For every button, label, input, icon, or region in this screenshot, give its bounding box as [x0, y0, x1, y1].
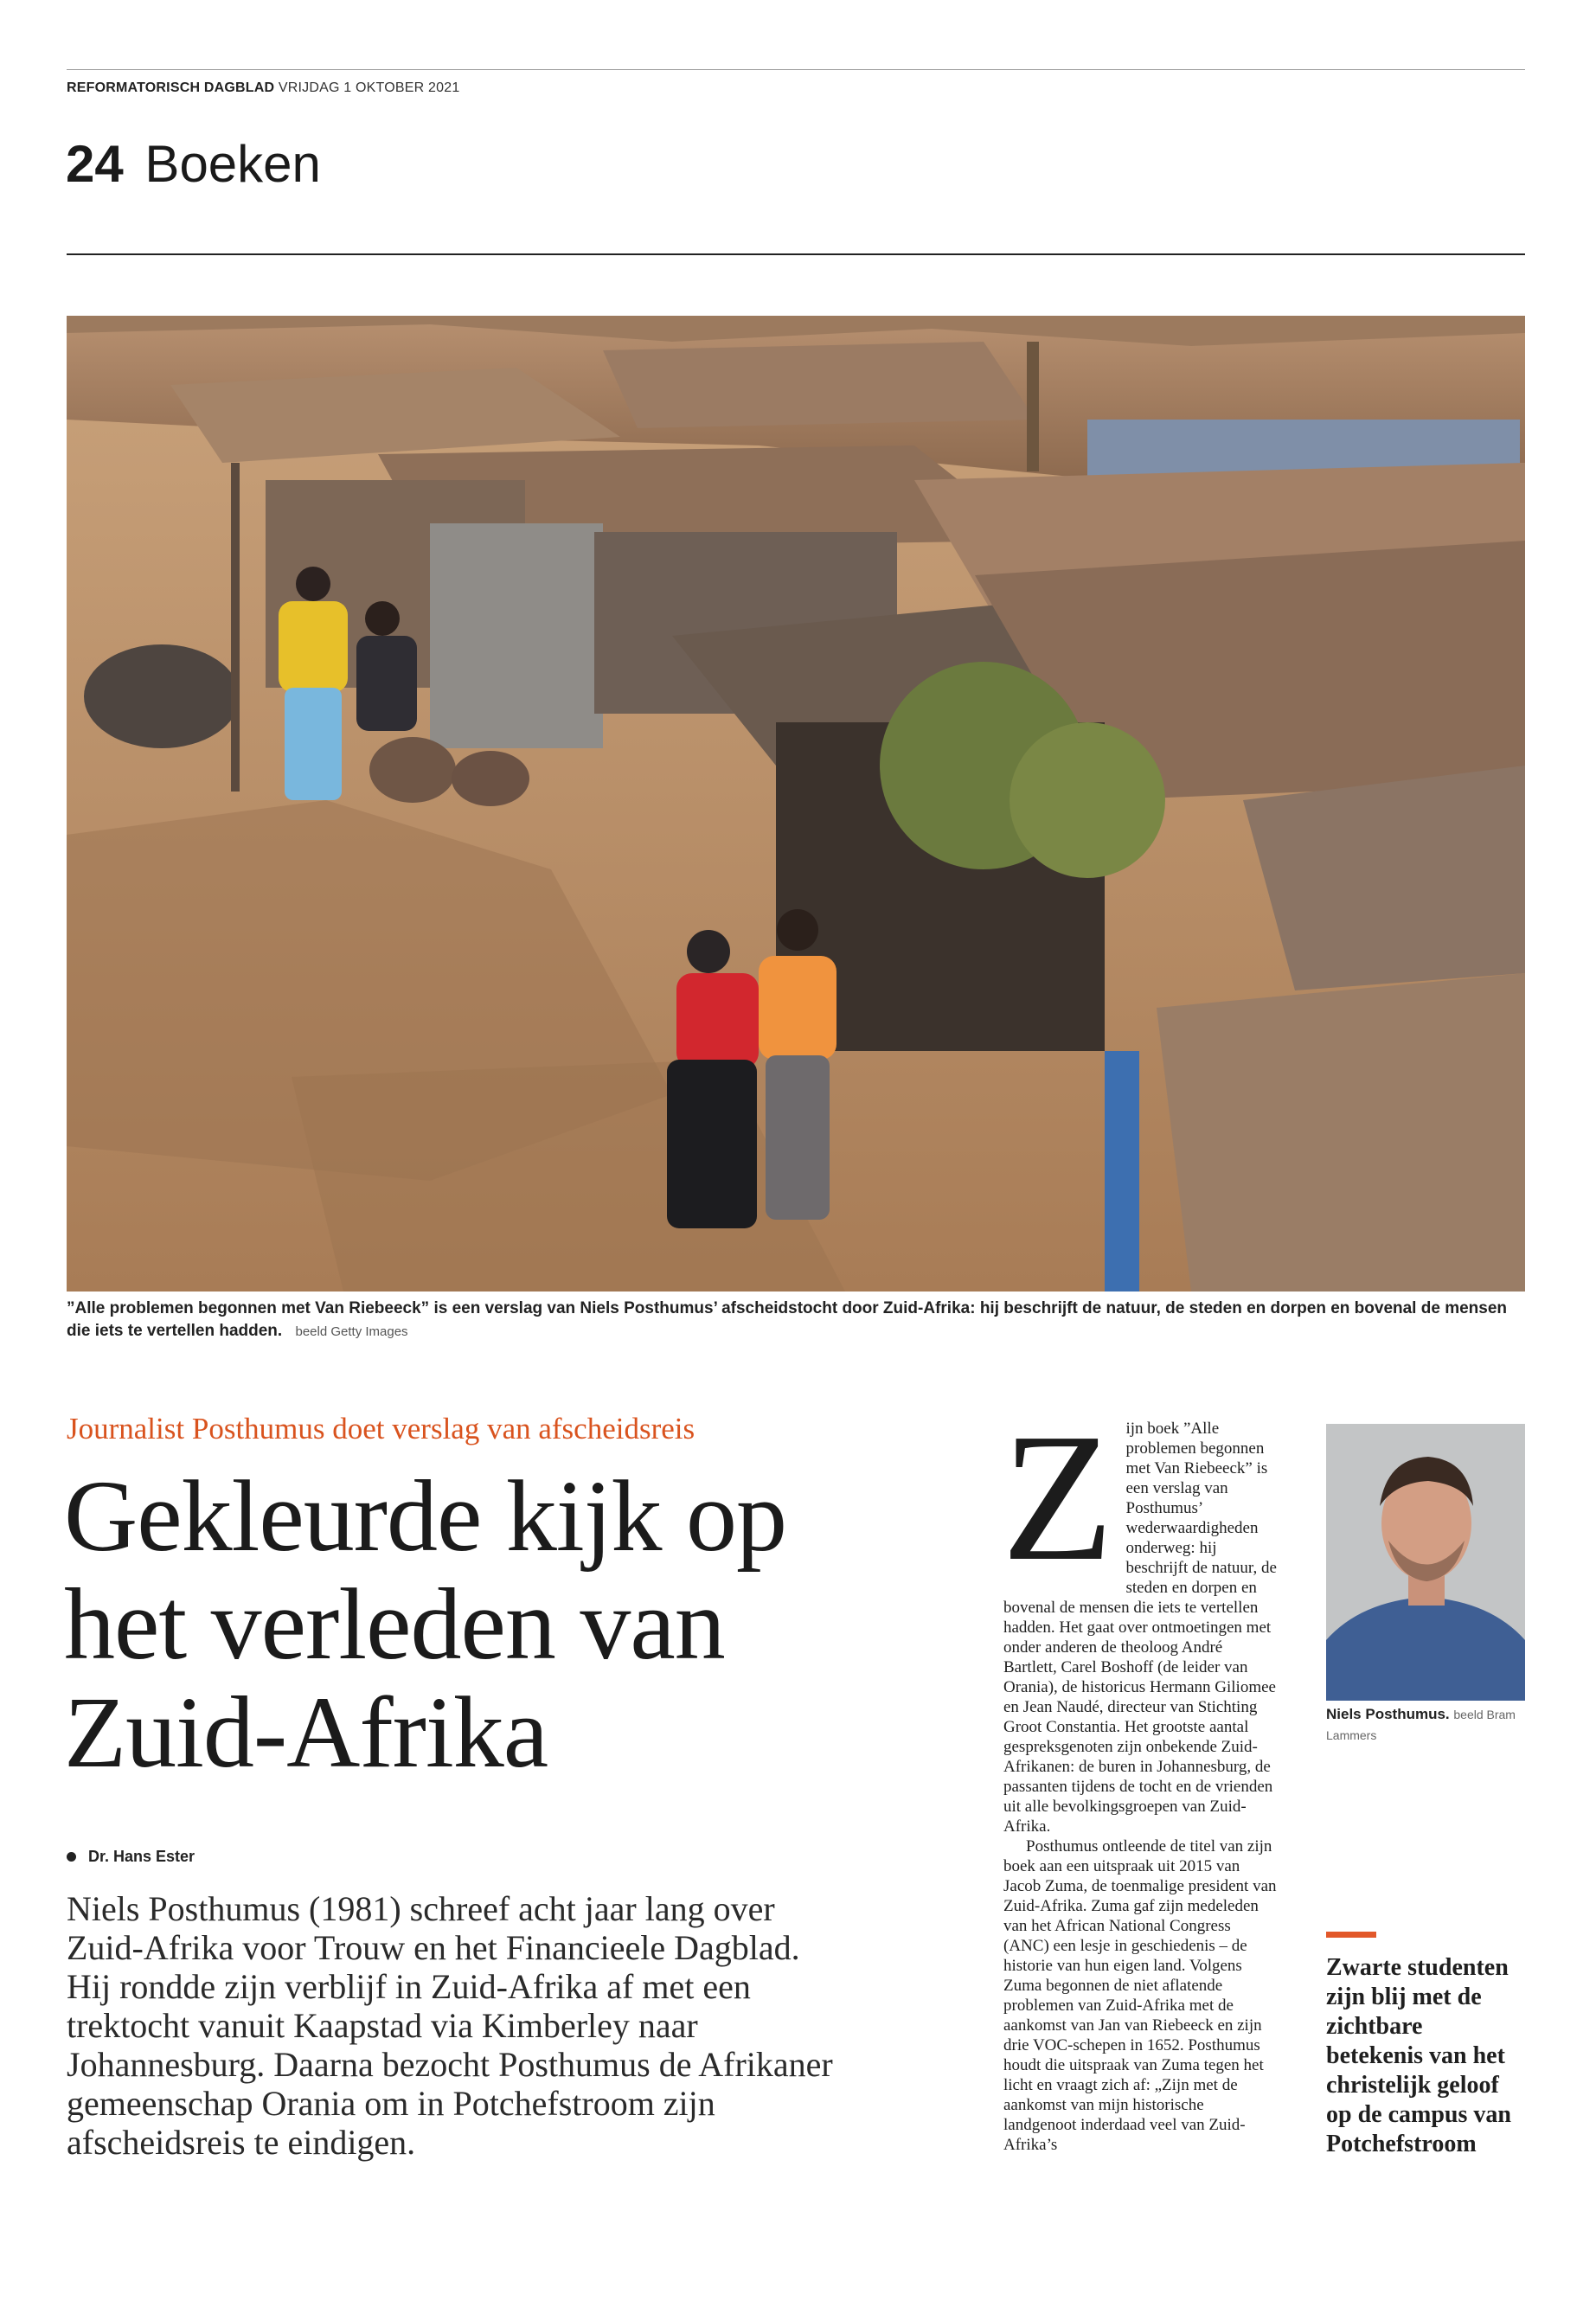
portrait-caption — [1326, 1704, 1534, 1746]
byline — [67, 1848, 195, 1866]
section-rule — [67, 253, 1525, 255]
masthead-rule — [67, 69, 1525, 70]
drop-cap: Z — [1002, 1395, 1114, 1599]
masthead — [67, 80, 459, 96]
author-name: Dr. Hans Ester — [88, 1848, 195, 1865]
township-illustration — [67, 316, 1525, 1292]
author-portrait — [1326, 1424, 1525, 1701]
newspaper-name: REFORMATORISCH DAGBLAD — [67, 80, 275, 95]
portrait-credit: beeld Bram Lammers — [1326, 1708, 1516, 1742]
pullquote: Zwarte studenten zijn blij met de zichtbare betekenis van het christelijk geloof op de campus van Potchefstroom — [1326, 1954, 1511, 2157]
page-number: 24 — [66, 135, 124, 193]
page-header — [66, 135, 321, 193]
article-headline: Gekleurde kijk op het verleden van Zuid-Afrika — [64, 1459, 786, 1789]
body-paragraph: ijn boek ”Alle problemen begonnen met Van Riebeeck” is een verslag van Posthumus’ wederwaardigheden onderweg: hij beschrijft de natuur, de steden en dorpen en bovenal de mensen die iets te vertellen hadden. Het gaat over ontmoetingen met onder anderen de theoloog André Bartlett, Carel Boshoff (de leider van Orania), de historicus Hermann Giliomee en Jean Naudé, directeur van Stichting Groot Constantia. Het grootste aantal gespreksgenoten zijn onbekende Zuid-Afrikanen: de buren in Johannesburg, de passanten tijdens de tocht en de vrienden uit alle bevolkingsgroepen van Zuid-Afrika. — [1003, 1420, 1277, 1836]
pullquote-accent-bar — [1326, 1932, 1376, 1938]
section-title: Boeken — [144, 135, 321, 193]
byline-bullet-icon — [67, 1852, 76, 1862]
township-photo — [67, 316, 1525, 1292]
body-paragraph: Posthumus ontleende de titel van zijn boek aan een uitspraak uit 2015 van Jacob Zuma, de toenmalige president van Zuid-Afrika. Zuma gaf zijn medeleden van het African National Congress (ANC) een lesje in geschiedenis – de historie van hun eigen land. Volgens Zuma begonnen de niet aflatende problemen van Zuid-Afrika met de aankomst van Jan van Riebeeck en zijn drie VOC-schepen in 1652. Posthumus houdt die uitspraak van Zuma tegen het licht en vraagt zich af: „Zijn met de aankomst van mijn historische landgenoot inderdaad veel van Zuid-Afrika’s — [1003, 1837, 1277, 2154]
portrait-name: Niels Posthumus. — [1326, 1706, 1450, 1722]
issue-date: VRIJDAG 1 OKTOBER 2021 — [278, 80, 460, 95]
photo-credit: beeld Getty Images — [295, 1324, 408, 1339]
photo-caption — [67, 1298, 1525, 1343]
body-column — [1002, 1395, 1277, 2155]
article-lead — [67, 1889, 845, 2162]
caption-text: ”Alle problemen begonnen met Van Riebeeck” is een verslag van Niels Posthumus’ afscheidstocht door Zuid-Afrika: hij beschrijft de natuur, de steden en dorpen en bovenal de mensen die iets te vertellen hadden. — [67, 1299, 1507, 1340]
portrait-illustration — [1326, 1424, 1525, 1701]
lead-paragraph: Niels Posthumus (1981) schreef acht jaar lang over Zuid-Afrika voor Trouw en het Financieele Dagblad. Hij rondde zijn verblijf in Zuid-Afrika af met een trektocht vanuit Kaapstad via Kimberley naar Johannesburg. Daarna bezocht Posthumus de Afrikaner gemeenschap Orania om in Potchefstroom zijn afscheidsreis te eindigen. — [67, 1889, 833, 2162]
article-kicker: Journalist Posthumus doet verslag van afscheidsreis — [67, 1412, 695, 1445]
